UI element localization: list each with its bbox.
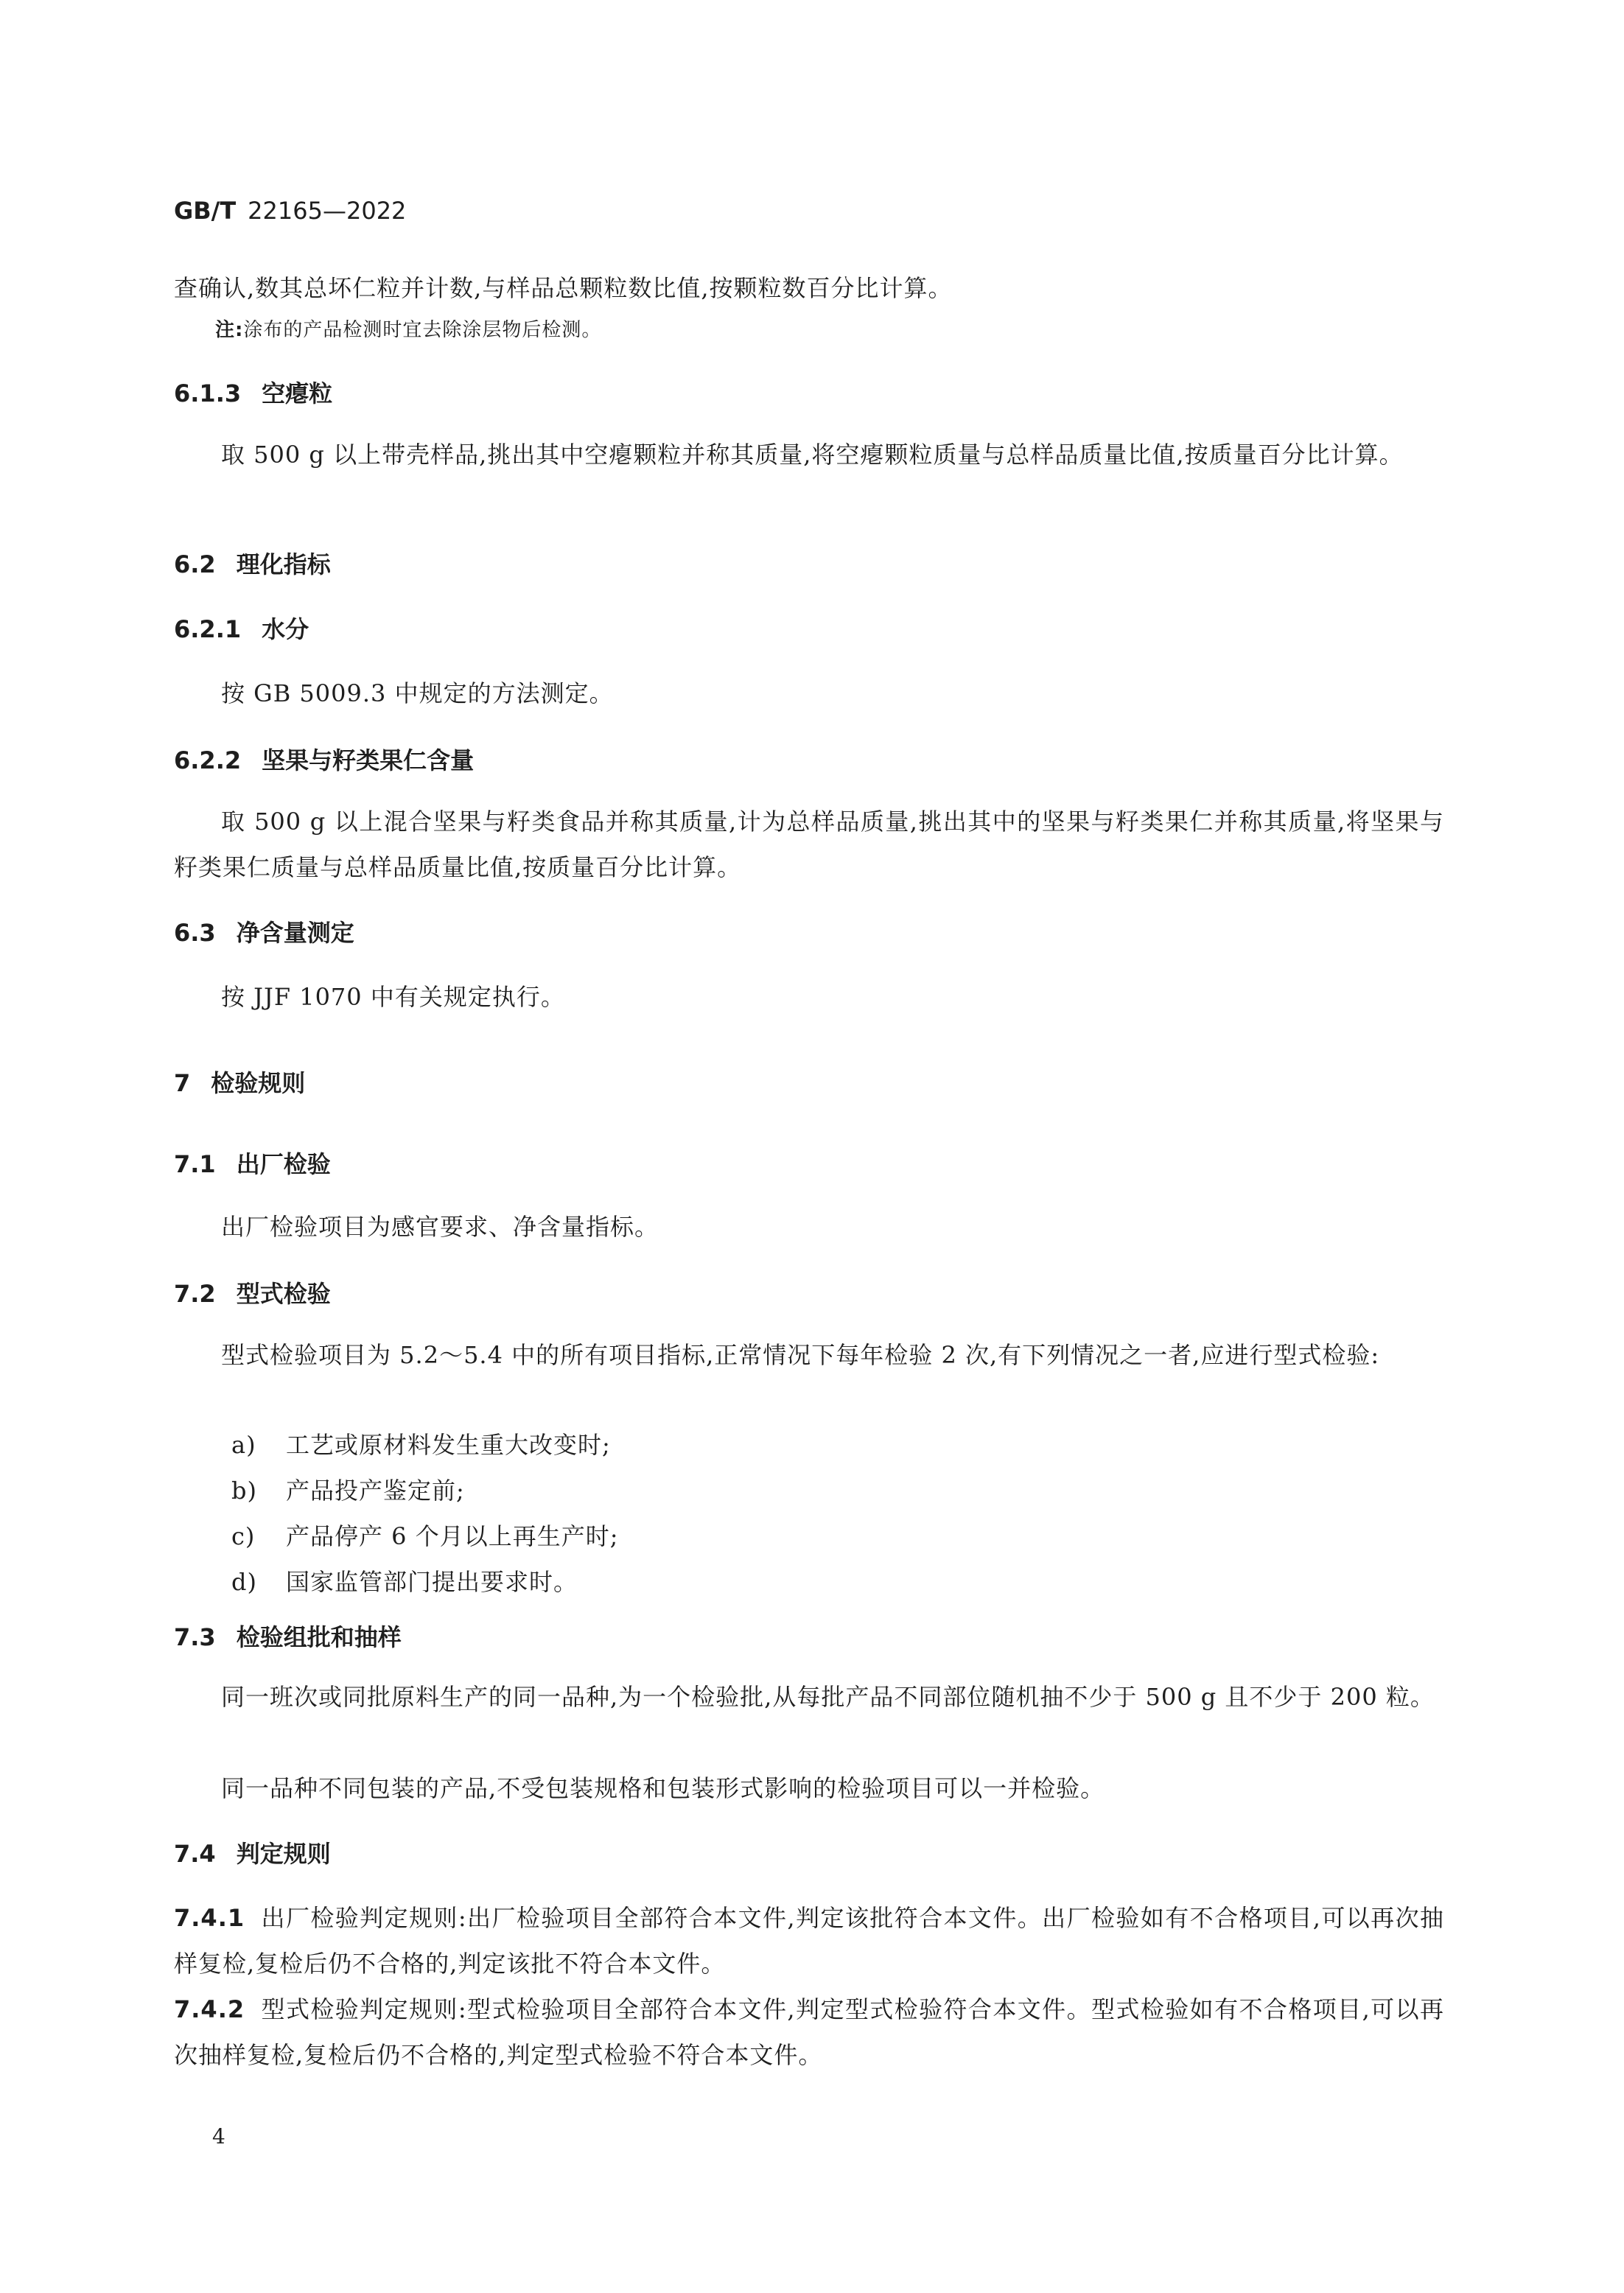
list-text: 国家监管部门提出要求时。 <box>286 1568 578 1596</box>
section-7-2-heading <box>174 1279 1444 1309</box>
standard-number: 22165—2022 <box>248 197 407 225</box>
note <box>174 315 1485 345</box>
list-marker: c) <box>231 1522 256 1550</box>
section-number: 6.2.2 <box>174 746 242 774</box>
section-number: 7.4 <box>174 1840 216 1868</box>
section-text: 出厂检验判定规则:出厂检验项目全部符合本文件,判定该批符合本文件。出厂检验如有不合格项目,可以再次抽样复检,复检后仍不合格的,判定该批不符合本文件。 <box>174 1904 1444 1978</box>
list-item <box>174 1559 1502 1605</box>
section-6-2-heading <box>174 550 1444 579</box>
section-title: 型式检验 <box>236 1280 331 1308</box>
chapter-7-heading <box>174 1068 1444 1098</box>
section-6-2-2-paragraph: 取 500 g 以上混合坚果与籽类食品并称其质量,计为总样品质量,挑出其中的坚果与籽类果仁并称其质量,将坚果与籽类果仁质量与总样品质量比值,按质量百分比计算。 <box>174 808 1444 881</box>
section-6-3-heading <box>174 918 1444 948</box>
section-number: 7.2 <box>174 1280 216 1308</box>
section-6-2-1-paragraph: 按 GB 5009.3 中规定的方法测定。 <box>221 679 614 707</box>
section-title: 检验组批和抽样 <box>236 1623 402 1651</box>
list-item <box>174 1513 1502 1559</box>
chapter-number: 7 <box>174 1069 191 1097</box>
list-text: 产品停产 6 个月以上再生产时; <box>286 1522 619 1550</box>
section-7-4-1 <box>174 1895 1444 1986</box>
section-number: 6.1.3 <box>174 379 242 407</box>
section-6-1-3-heading <box>174 379 1444 408</box>
list-marker: a) <box>231 1431 256 1459</box>
list-text: 工艺或原材料发生重大改变时; <box>286 1431 611 1459</box>
section-title: 水分 <box>262 615 309 643</box>
list-item <box>174 1468 1502 1513</box>
list-marker: d) <box>231 1568 257 1596</box>
section-6-2-2-heading <box>174 746 1444 775</box>
list-marker: b) <box>231 1477 257 1505</box>
section-number: 7.4.2 <box>174 1995 245 2023</box>
section-title: 空瘪粒 <box>262 379 333 407</box>
section-6-1-3-paragraph: 取 500 g 以上带壳样品,挑出其中空瘪颗粒并称其质量,将空瘪颗粒质量与总样品质量比值,按质量百分比计算。 <box>221 441 1404 469</box>
section-7-3-paragraph-1: 同一班次或同批原料生产的同一品种,为一个检验批,从每批产品不同部位随机抽不少于 500 g 且不少于 200 粒。 <box>221 1683 1435 1711</box>
section-title: 净含量测定 <box>236 919 354 947</box>
section-7-3-heading <box>174 1622 1444 1652</box>
section-7-1-heading <box>174 1149 1444 1179</box>
note-text: 涂布的产品检测时宜去除涂层物后检测。 <box>243 319 602 341</box>
section-6-3-paragraph: 按 JJF 1070 中有关规定执行。 <box>221 983 565 1011</box>
section-7-2-paragraph: 型式检验项目为 5.2～5.4 中的所有项目指标,正常情况下每年检验 2 次,有下列情况之一者,应进行型式检验: <box>221 1341 1380 1369</box>
document-code <box>174 196 1444 225</box>
section-number: 7.1 <box>174 1150 216 1178</box>
section-text: 型式检验判定规则:型式检验项目全部符合本文件,判定型式检验符合本文件。型式检验如有不合格项目,可以再次抽样复检,复检后仍不合格的,判定型式检验不符合本文件。 <box>174 1995 1444 2069</box>
section-6-2-1-heading <box>174 615 1444 644</box>
section-title: 判定规则 <box>236 1840 331 1868</box>
note-label: 注: <box>215 319 244 341</box>
section-7-1-paragraph: 出厂检验项目为感官要求、净含量指标。 <box>221 1213 659 1241</box>
section-number: 6.2.1 <box>174 615 242 643</box>
section-7-4-heading <box>174 1839 1444 1869</box>
section-title: 出厂检验 <box>236 1150 331 1178</box>
section-7-4-2 <box>174 1986 1444 2078</box>
section-title: 理化指标 <box>236 550 331 578</box>
section-7-3-paragraph-2: 同一品种不同包装的产品,不受包装规格和包装形式影响的检验项目可以一并检验。 <box>221 1774 1105 1802</box>
continued-paragraph: 查确认,数其总坏仁粒并计数,与样品总颗粒数比值,按颗粒数百分比计算。 <box>174 274 953 302</box>
page-number: 4 <box>212 2124 225 2149</box>
list-item <box>174 1422 1502 1468</box>
section-number: 7.3 <box>174 1623 216 1651</box>
section-title: 坚果与籽类果仁含量 <box>262 746 475 774</box>
list-text: 产品投产鉴定前; <box>286 1477 465 1505</box>
section-number: 7.4.1 <box>174 1904 245 1932</box>
section-number: 6.3 <box>174 919 216 947</box>
section-number: 6.2 <box>174 550 216 578</box>
standard-prefix: GB/T <box>174 197 237 225</box>
chapter-title: 检验规则 <box>211 1069 306 1097</box>
